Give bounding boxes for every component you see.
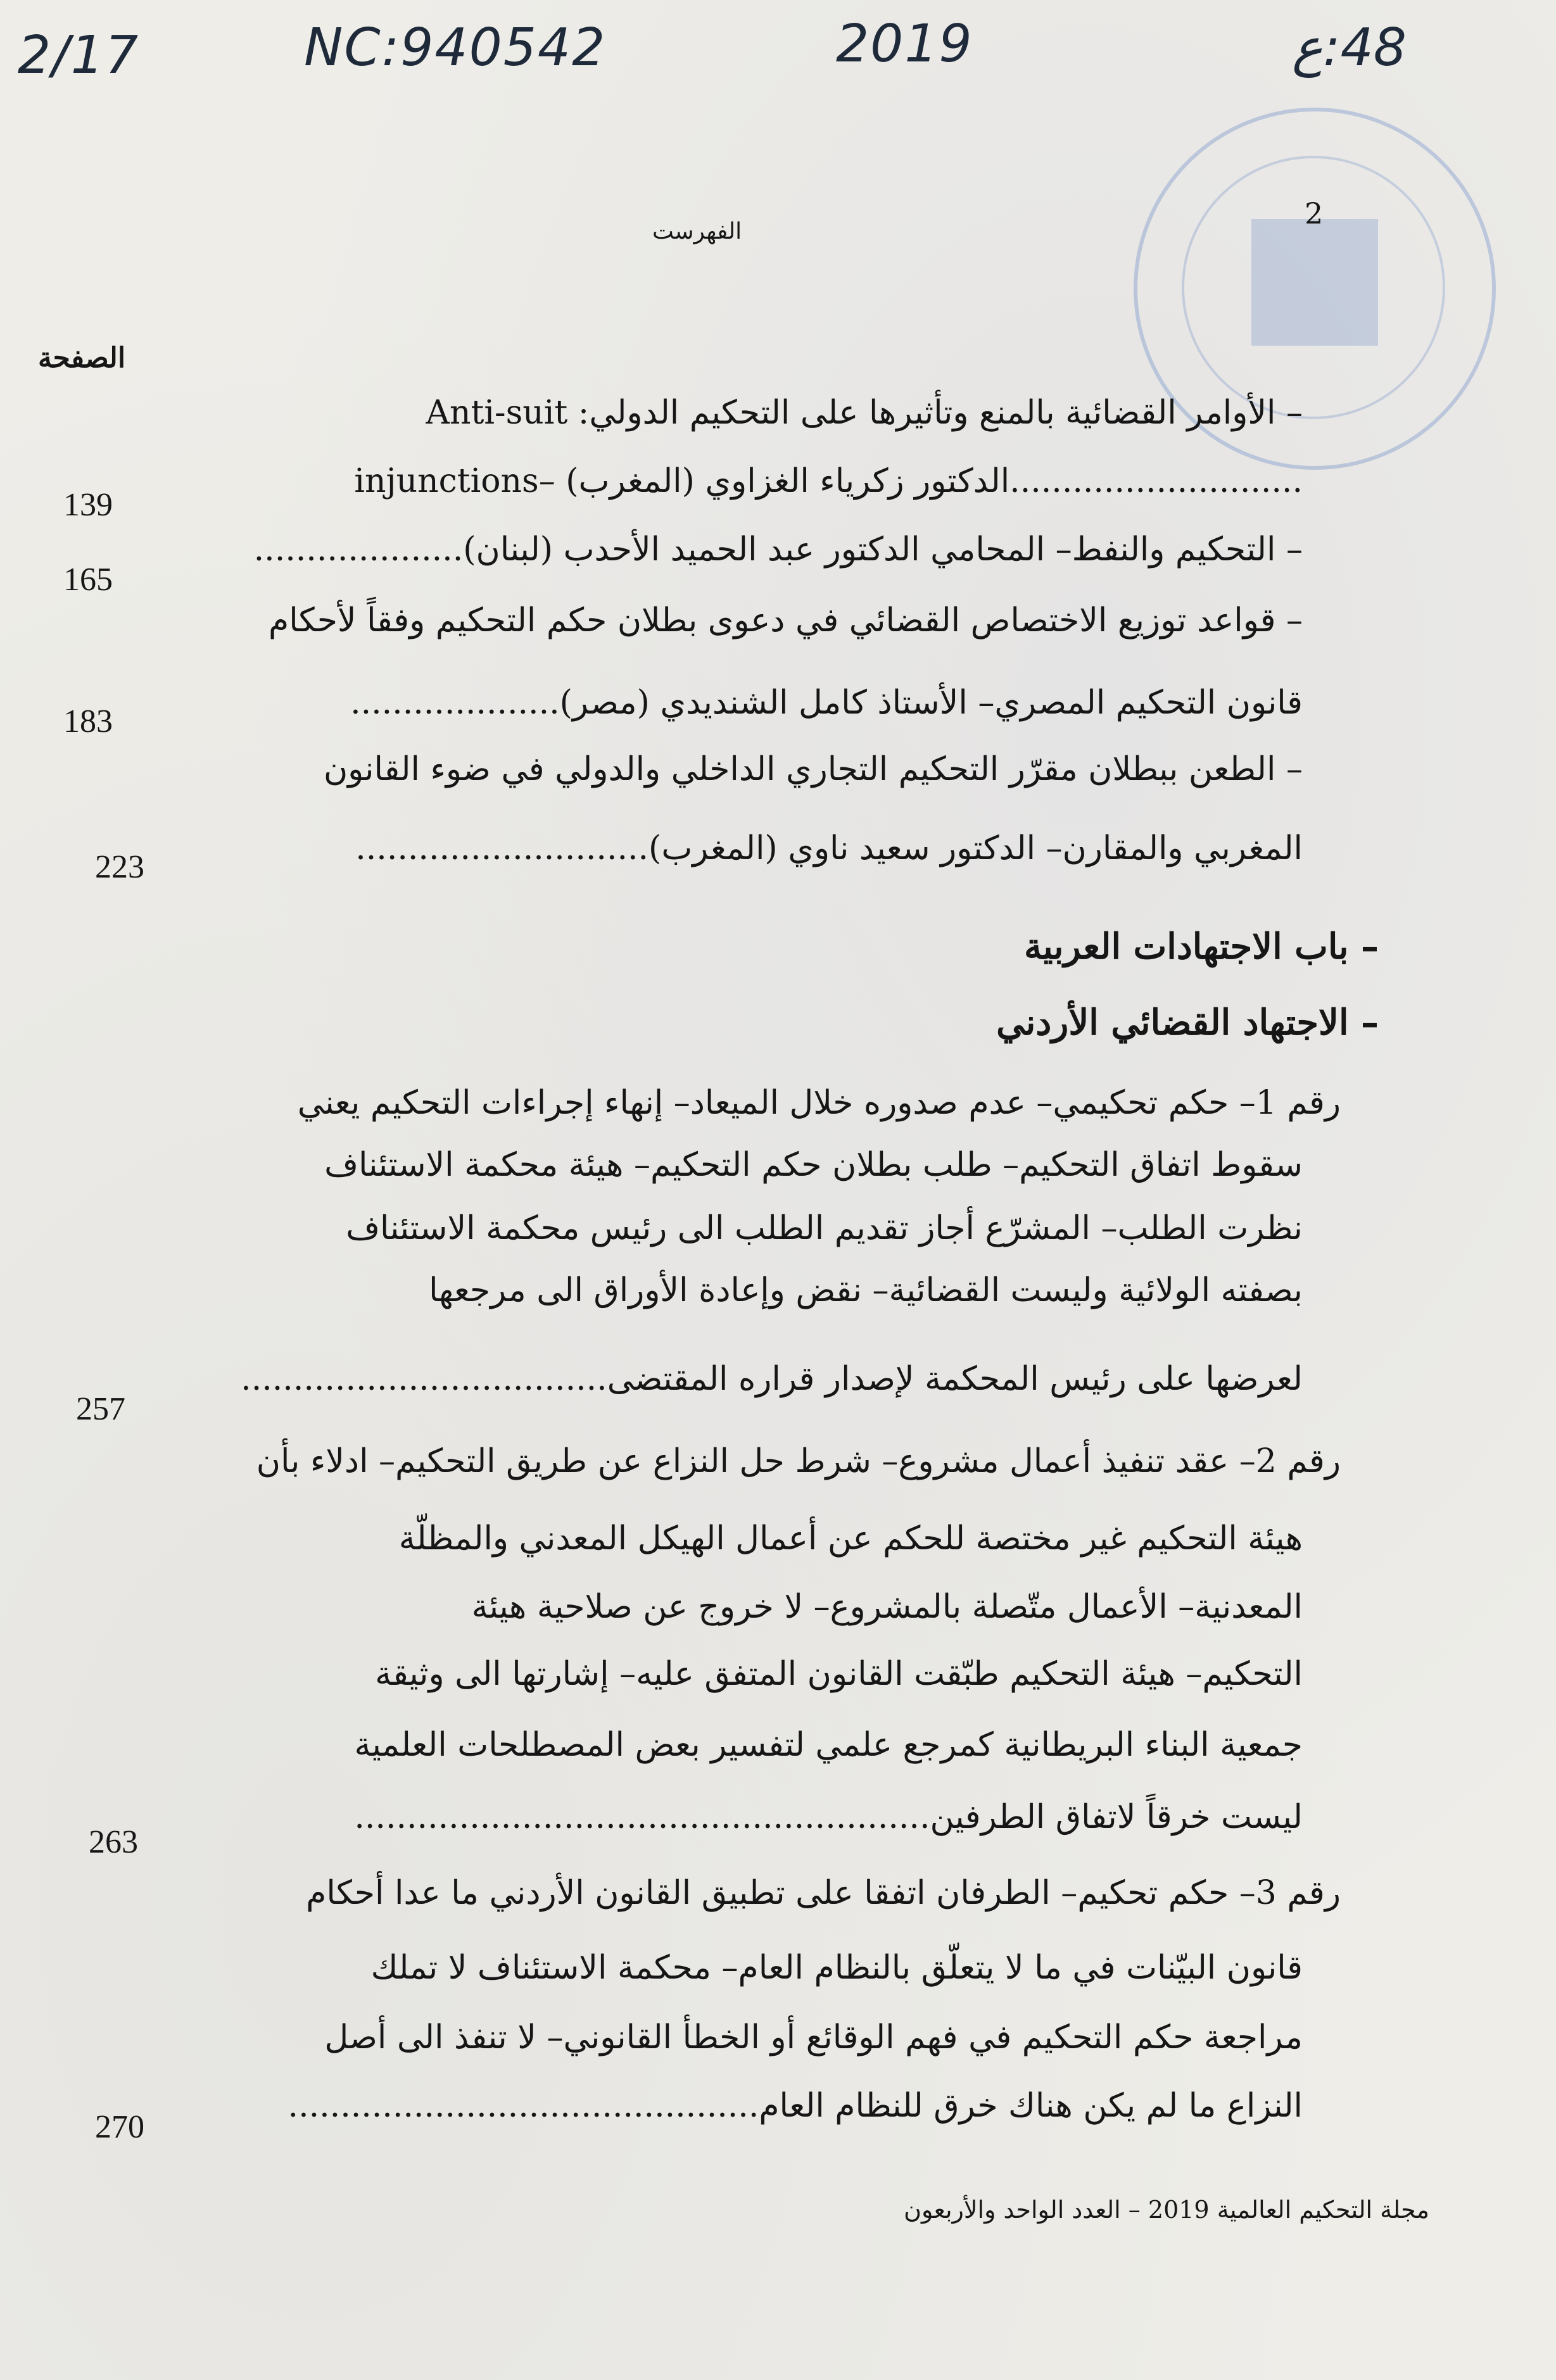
- case-line: رقم 1– حكم تحكيمي– عدم صدوره خلال الميعاد– إنهاء إجراءات التحكيم يعني: [297, 1084, 1341, 1122]
- toc-line: – الأوامر القضائية بالمنع وتأثيرها على التحكيم الدولي: Anti-suit: [426, 394, 1303, 432]
- case-line: ليست خرقاً لاتفاق الطرفين.......................................................: [354, 1798, 1303, 1836]
- toc-line: قانون التحكيم المصري– الأستاذ كامل الشنديدي (مصر)....................: [350, 684, 1303, 722]
- case-page-number: 270: [95, 2109, 144, 2145]
- case-line: المعدنية– الأعمال متّصلة بالمشروع– لا خروج عن صلاحية هيئة: [471, 1588, 1303, 1626]
- page-column-heading: الصفحة: [38, 342, 126, 374]
- toc-page-number: 165: [63, 562, 113, 598]
- toc-page-number: 183: [63, 703, 113, 740]
- case-line: جمعية البناء البريطانية كمرجع علمي لتفسير بعض المصطلحات العلمية: [354, 1726, 1303, 1764]
- toc-line: – قواعد توزيع الاختصاص القضائي في دعوى بطلان حكم التحكيم وفقاً لأحكام: [269, 601, 1303, 639]
- case-line: بصفته الولائية وليست القضائية– نقض وإعادة الأوراق الى مرجعها: [429, 1271, 1303, 1309]
- handwritten-year: 2019: [836, 14, 973, 74]
- toc-line: – التحكيم والنفط– المحامي الدكتور عبد الحميد الأحدب (لبنان)....................: [253, 531, 1303, 569]
- case-line: مراجعة حكم التحكيم في فهم الوقائع أو الخطأ القانوني– لا تنفذ الى أصل: [324, 2018, 1303, 2056]
- case-line: قانون البيّنات في ما لا يتعلّق بالنظام العام– محكمة الاستئناف لا تملك: [370, 1949, 1303, 1987]
- case-line: النزاع ما لم يكن هناك خرق للنظام العام.............................................: [288, 2087, 1303, 2125]
- toc-line: المغربي والمقارن– الدكتور سعيد ناوي (المغرب)............................: [355, 829, 1303, 867]
- handwritten-code: 48:ع: [1292, 18, 1407, 78]
- case-line: هيئة التحكيم غير مختصة للحكم عن أعمال الهيكل المعدني والمظلّة: [398, 1520, 1303, 1558]
- case-line: رقم 2– عقد تنفيذ أعمال مشروع– شرط حل النزاع عن طريق التحكيم– ادلاء بأن: [256, 1442, 1341, 1480]
- subsection-title: – الاجتهاد القضائي الأردني: [996, 1002, 1379, 1043]
- handwritten-fraction: 2/17: [18, 25, 140, 85]
- section-title: – باب الاجتهادات العربية: [1024, 926, 1379, 967]
- page-number: 2: [1305, 196, 1324, 230]
- toc-page-number: 223: [95, 849, 144, 885]
- toc-line: – الطعن ببطلان مقرّر التحكيم التجاري الداخلي والدولي في ضوء القانون: [323, 750, 1303, 788]
- case-line: التحكيم– هيئة التحكيم طبّقت القانون المتفق عليه– إشارتها الى وثيقة: [375, 1655, 1303, 1693]
- case-line: نظرت الطلب– المشرّع أجاز تقديم الطلب الى رئيس محكمة الاستئناف: [346, 1209, 1303, 1247]
- handwritten-reference: NC:940542: [304, 18, 607, 78]
- case-page-number: 257: [76, 1391, 125, 1427]
- case-line: سقوط اتفاق التحكيم– طلب بطلان حكم التحكيم– هيئة محكمة الاستئناف: [324, 1146, 1303, 1184]
- case-line: لعرضها على رئيس المحكمة لإصدار قراره المقتضى...................................: [241, 1360, 1303, 1398]
- case-line: رقم 3– حكم تحكيم– الطرفان اتفقا على تطبيق القانون الأردني ما عدا أحكام: [306, 1874, 1341, 1912]
- toc-page-number: 139: [63, 487, 113, 523]
- toc-line: injunctions– الدكتور زكرياء الغزاوي (المغرب)............................: [354, 462, 1303, 500]
- stamp-emblem: [1251, 219, 1378, 346]
- case-page-number: 263: [89, 1824, 138, 1860]
- running-header: الفهرست: [652, 218, 742, 244]
- journal-footer: مجلة التحكيم العالمية 2019 – العدد الواحد والأربعون: [904, 2196, 1429, 2224]
